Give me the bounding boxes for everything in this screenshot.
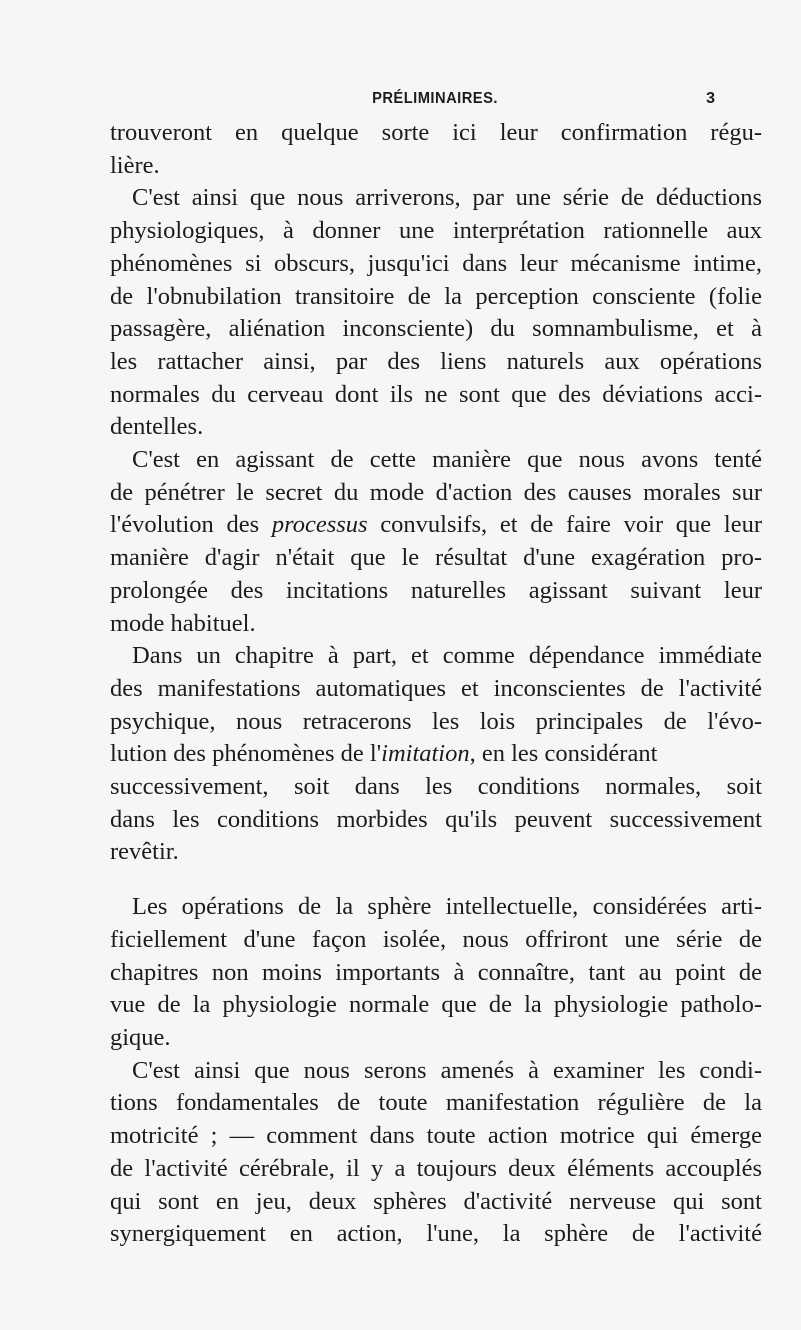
text-line: dentelles. — [110, 413, 204, 441]
text-line: mode habituel. — [110, 609, 256, 637]
text-line: tions fondamentales de toute manifestation régulière de la — [110, 1089, 762, 1117]
text-line: lution des phénomènes de l'imitation, en les considérant — [110, 740, 658, 768]
text-line: l'évolution des processus convulsifs, et de faire voir que leur — [110, 511, 762, 539]
text-line: revêtir. — [110, 838, 179, 866]
text-line: successivement, soit dans les conditions normales, soit — [110, 773, 762, 801]
text-line: C'est en agissant de cette manière que nous avons tenté — [132, 446, 762, 474]
text-line: vue de la physiologie normale que de la physiologie patholo- — [110, 991, 762, 1019]
section-gap — [110, 869, 762, 891]
text-line: passagère, aliénation inconsciente) du somnambulisme, et à — [110, 315, 762, 343]
paragraph — [110, 117, 762, 182]
text-line: physiologiques, à donner une interprétation rationnelle aux — [110, 217, 762, 245]
text-line: de l'activité cérébrale, il y a toujours deux éléments accouplés — [110, 1154, 762, 1182]
text-line: normales du cerveau dont ils ne sont que des déviations acci- — [110, 380, 762, 408]
text-line: dans les conditions morbides qu'ils peuvent successivement — [110, 805, 762, 833]
running-header — [155, 90, 715, 114]
italic-term: imitation — [381, 740, 470, 768]
text-line: C'est ainsi que nous serons amenés à examiner les condi- — [132, 1056, 762, 1084]
paragraph — [110, 1055, 762, 1251]
text-line: Dans un chapitre à part, et comme dépendance immédiate — [132, 642, 762, 670]
running-title: PRÉLIMINAIRES. — [372, 90, 498, 107]
text-line: manière d'agir n'était que le résultat d'une exagération pro- — [110, 544, 762, 572]
text-line: des manifestations automatiques et inconscientes de l'activité — [110, 674, 762, 702]
paragraph — [110, 891, 762, 1055]
text-line: gique. — [110, 1023, 171, 1051]
text-line: motricité ; — comment dans toute action motrice qui émerge — [110, 1122, 762, 1150]
text-line: de pénétrer le secret du mode d'action des causes morales sur — [110, 478, 762, 506]
paragraph — [110, 640, 762, 869]
text-line: lière. — [110, 151, 160, 179]
body-text — [110, 117, 762, 1251]
text-line: psychique, nous retracerons les lois principales de l'évo- — [110, 707, 762, 735]
italic-term: processus — [271, 511, 368, 539]
text-line: de l'obnubilation transitoire de la perception consciente (folie — [110, 282, 762, 310]
text-line: les rattacher ainsi, par des liens naturels aux opérations — [110, 347, 762, 375]
text-line: trouveront en quelque sorte ici leur confirmation régu- — [110, 119, 762, 146]
page-number: 3 — [706, 90, 715, 107]
text-line: qui sont en jeu, deux sphères d'activité nerveuse qui sont — [110, 1187, 762, 1215]
text-line: phénomènes si obscurs, jusqu'ici dans leur mécanisme intime, — [110, 249, 762, 277]
text-line: C'est ainsi que nous arriverons, par une série de déductions — [132, 184, 762, 212]
text-line: synergiquement en action, l'une, la sphère de l'activité — [110, 1220, 762, 1248]
paragraph — [110, 444, 762, 640]
text-line: Les opérations de la sphère intellectuelle, considérées arti- — [132, 893, 762, 921]
text-line: chapitres non moins importants à connaître, tant au point de — [110, 958, 762, 986]
text-line: ficiellement d'une façon isolée, nous offriront une série de — [110, 925, 762, 953]
text-line: prolongée des incitations naturelles agissant suivant leur — [110, 576, 762, 604]
paragraph — [110, 182, 762, 444]
